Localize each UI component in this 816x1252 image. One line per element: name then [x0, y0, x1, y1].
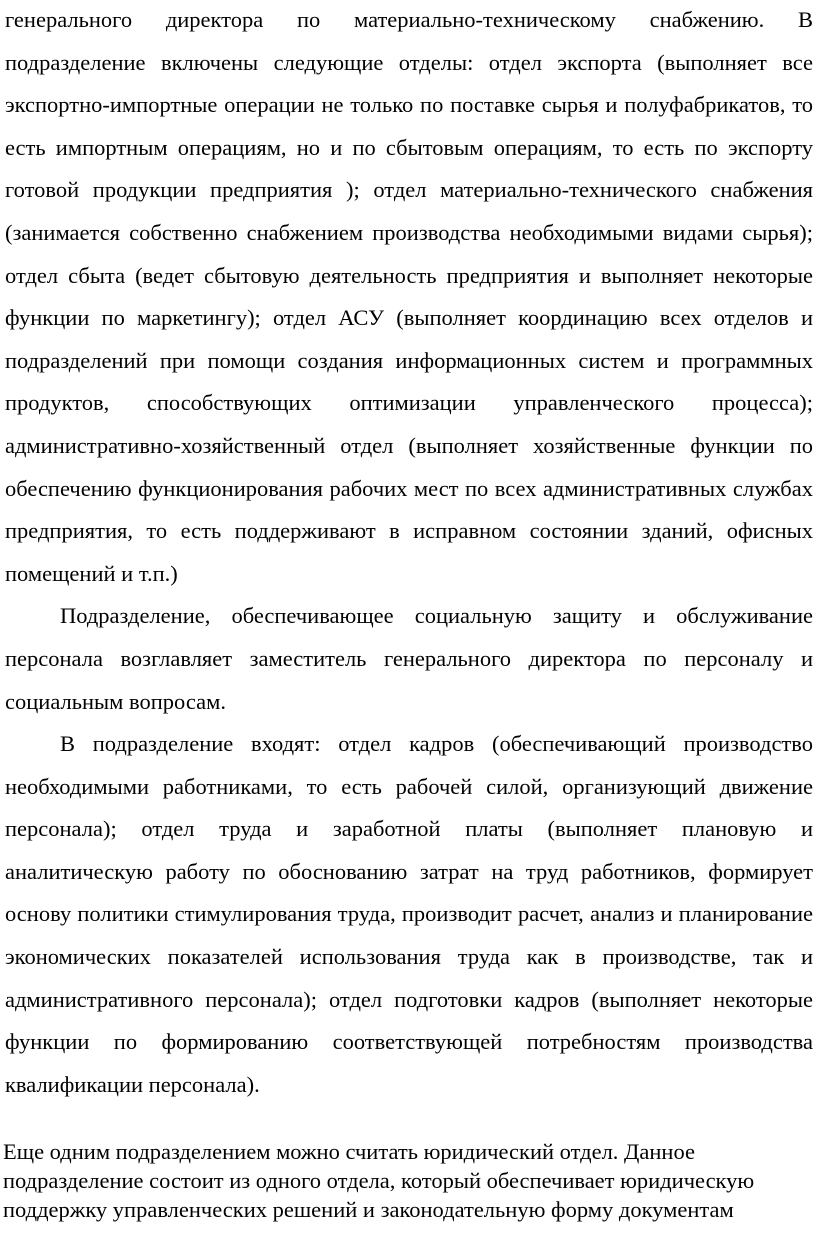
document-body [5, 0, 813, 1106]
paragraph-continuation: генерального директора по материально-техническому снабжению. В подразделение включены следующие отделы: отдел экспорта (выполняет все экспортно-импортные операции не только по поставке сырья и полуфабрикатов, то есть импортным операциям, но и по сбытовым операциям, то есть по экспорту готовой продукции предприятия ); отдел материально-технического снабжения (занимается собственно снабжением производства необходимыми видами сырья); отдел сбыта (ведет сбытовую деятельность предприятия и выполняет некоторые функции по маркетингу); отдел АСУ (выполняет координацию всех отделов и подразделений при помощи создания информационных систем и программных продуктов, способствующих оптимизации управленческого процесса); административно-хозяйственный отдел (выполняет хозяйственные функции по обеспечению функционирования рабочих мест по всех административных службах предприятия, то есть поддерживают в исправном состоянии зданий, офисных помещений и т.п.) [5, 7, 813, 586]
paragraph-legal-department: Еще одним подразделением можно считать юридический отдел. Данное подразделение состоит из одного отдела, который обеспечивает юридическую поддержку управленческих решений и законодательную форму документам [3, 1139, 755, 1222]
paragraph-hr-departments: В подразделение входят: отдел кадров (обеспечивающий производство необходимыми работниками, то есть рабочей силой, организующий движение персонала); отдел труда и заработной платы (выполняет плановую и аналитическую работу по обоснованию затрат на труд работников, формирует основу политики стимулирования труда, производит расчет, анализ и планирование экономических показателей использования труда как в производстве, так и административного персонала); отдел подготовки кадров (выполняет некоторые функции по формированию соответствующей потребностям производства квалификации персонала). [5, 731, 813, 1097]
closing-section [3, 1137, 803, 1224]
paragraph-social-division: Подразделение, обеспечивающее социальную защиту и обслуживание персонала возглавляет заместитель генерального директора по персоналу и социальным вопросам. [5, 603, 813, 714]
